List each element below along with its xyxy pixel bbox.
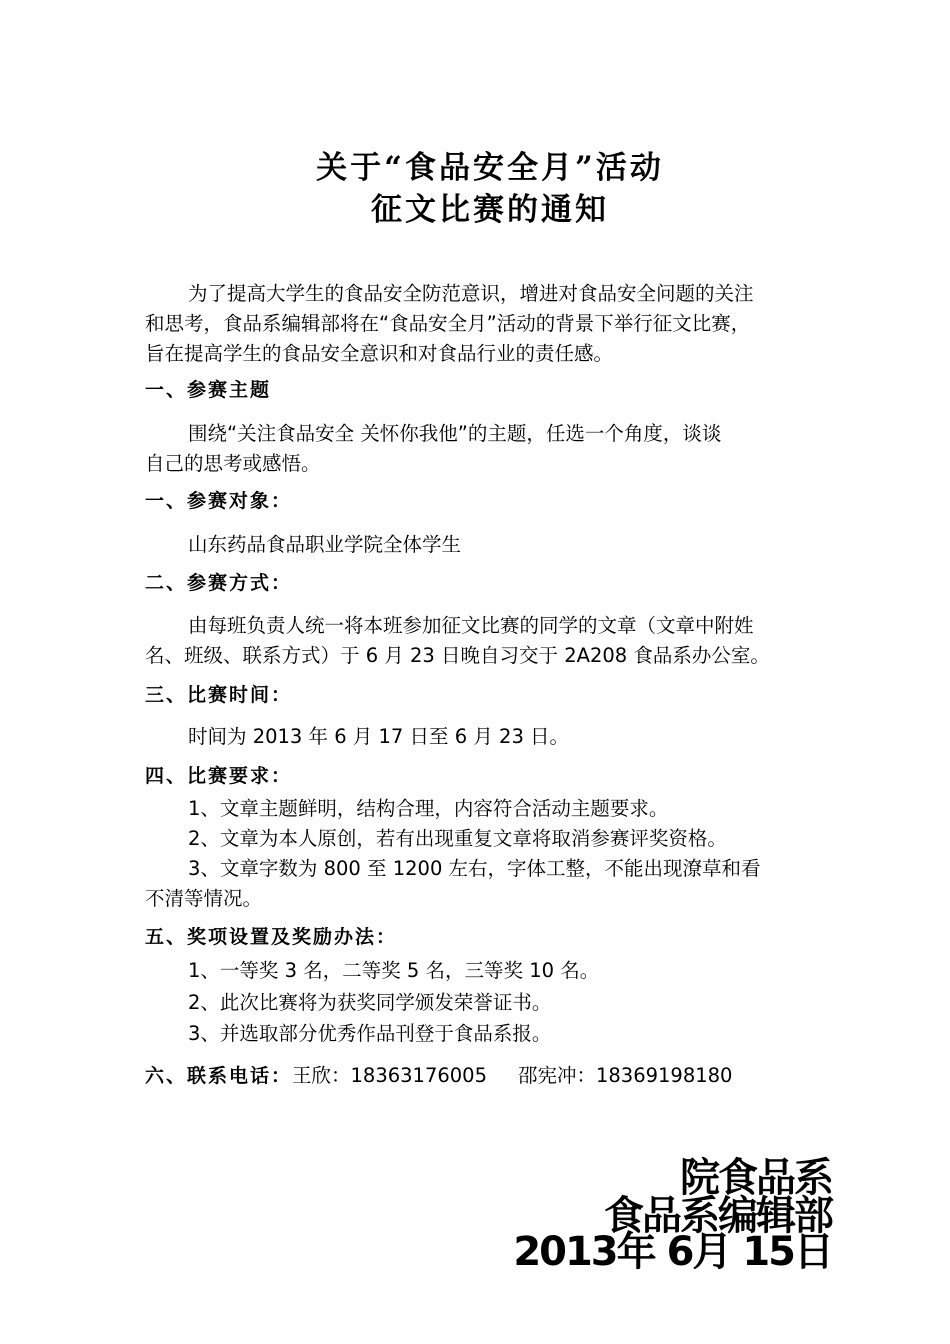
intro-line-3: 旨在提高学生的食品安全意识和对食品行业的责任感。 (145, 342, 614, 365)
contact-phones: 王欣：18363176005 邵宪冲：18369198180 (292, 1064, 733, 1087)
section-participants-line-1: 山东药品食品职业学院全体学生 (188, 533, 462, 556)
title-line-1: 关于“食品安全月”活动 (316, 150, 664, 186)
signature-department: 院食品系 (680, 1155, 832, 1201)
section-time-line-1: 时间为 2013 年 6 月 17 日至 6 月 23 日。 (188, 725, 570, 748)
section-heading-time: 三、比赛时间： (145, 684, 293, 706)
section-heading-participants: 一、参赛对象： (145, 490, 293, 512)
section-awards-line-3: 3、并选取部分优秀作品刊登于食品系报。 (188, 1022, 552, 1045)
section-theme-line-1: 围绕“关注食品安全 关怀你我他”的主题，任选一个角度，谈谈 (188, 422, 722, 445)
contact-line (145, 1061, 732, 1091)
section-requirements-line-4: 不清等情况。 (145, 887, 263, 910)
section-heading-theme: 一、参赛主题 (145, 379, 272, 401)
intro-line-2: 和思考，食品系编辑部将在“食品安全月”活动的背景下举行征文比赛， (145, 312, 751, 335)
section-awards-line-1: 1、一等奖 3 名，二等奖 5 名，三等奖 10 名。 (188, 959, 600, 982)
intro-line-1: 为了提高大学生的食品安全防范意识，增进对食品安全问题的关注 (188, 282, 754, 305)
section-method-line-1: 由每班负责人统一将本班参加征文比赛的同学的文章（文章中附姓 (188, 614, 754, 637)
section-requirements-line-3: 3、文章字数为 800 至 1200 左右，字体工整，不能出现潦草和看 (188, 857, 761, 880)
section-requirements-line-1: 1、文章主题鲜明，结构合理，内容符合活动主题要求。 (188, 797, 669, 820)
section-heading-awards: 五、奖项设置及奖励办法： (145, 926, 398, 948)
signature-date: 2013年 6月 15日 (513, 1229, 832, 1275)
section-method-line-2: 名、班级、联系方式）于 6 月 23 日晚自习交于 2A208 食品系办公室。 (145, 644, 770, 667)
section-heading-method: 二、参赛方式： (145, 572, 293, 594)
signature-editorial: 食品系编辑部 (604, 1193, 832, 1239)
contact-heading: 六、联系电话： (145, 1065, 293, 1087)
section-requirements-line-2: 2、文章为本人原创，若有出现重复文章将取消参赛评奖资格。 (188, 827, 727, 850)
section-awards-line-2: 2、此次比赛将为获奖同学颁发荣誉证书。 (188, 991, 552, 1014)
title-line-2: 征文比赛的通知 (371, 192, 609, 228)
section-theme-line-2: 自己的思考或感悟。 (145, 452, 321, 475)
section-heading-requirements: 四、比赛要求： (145, 765, 293, 787)
